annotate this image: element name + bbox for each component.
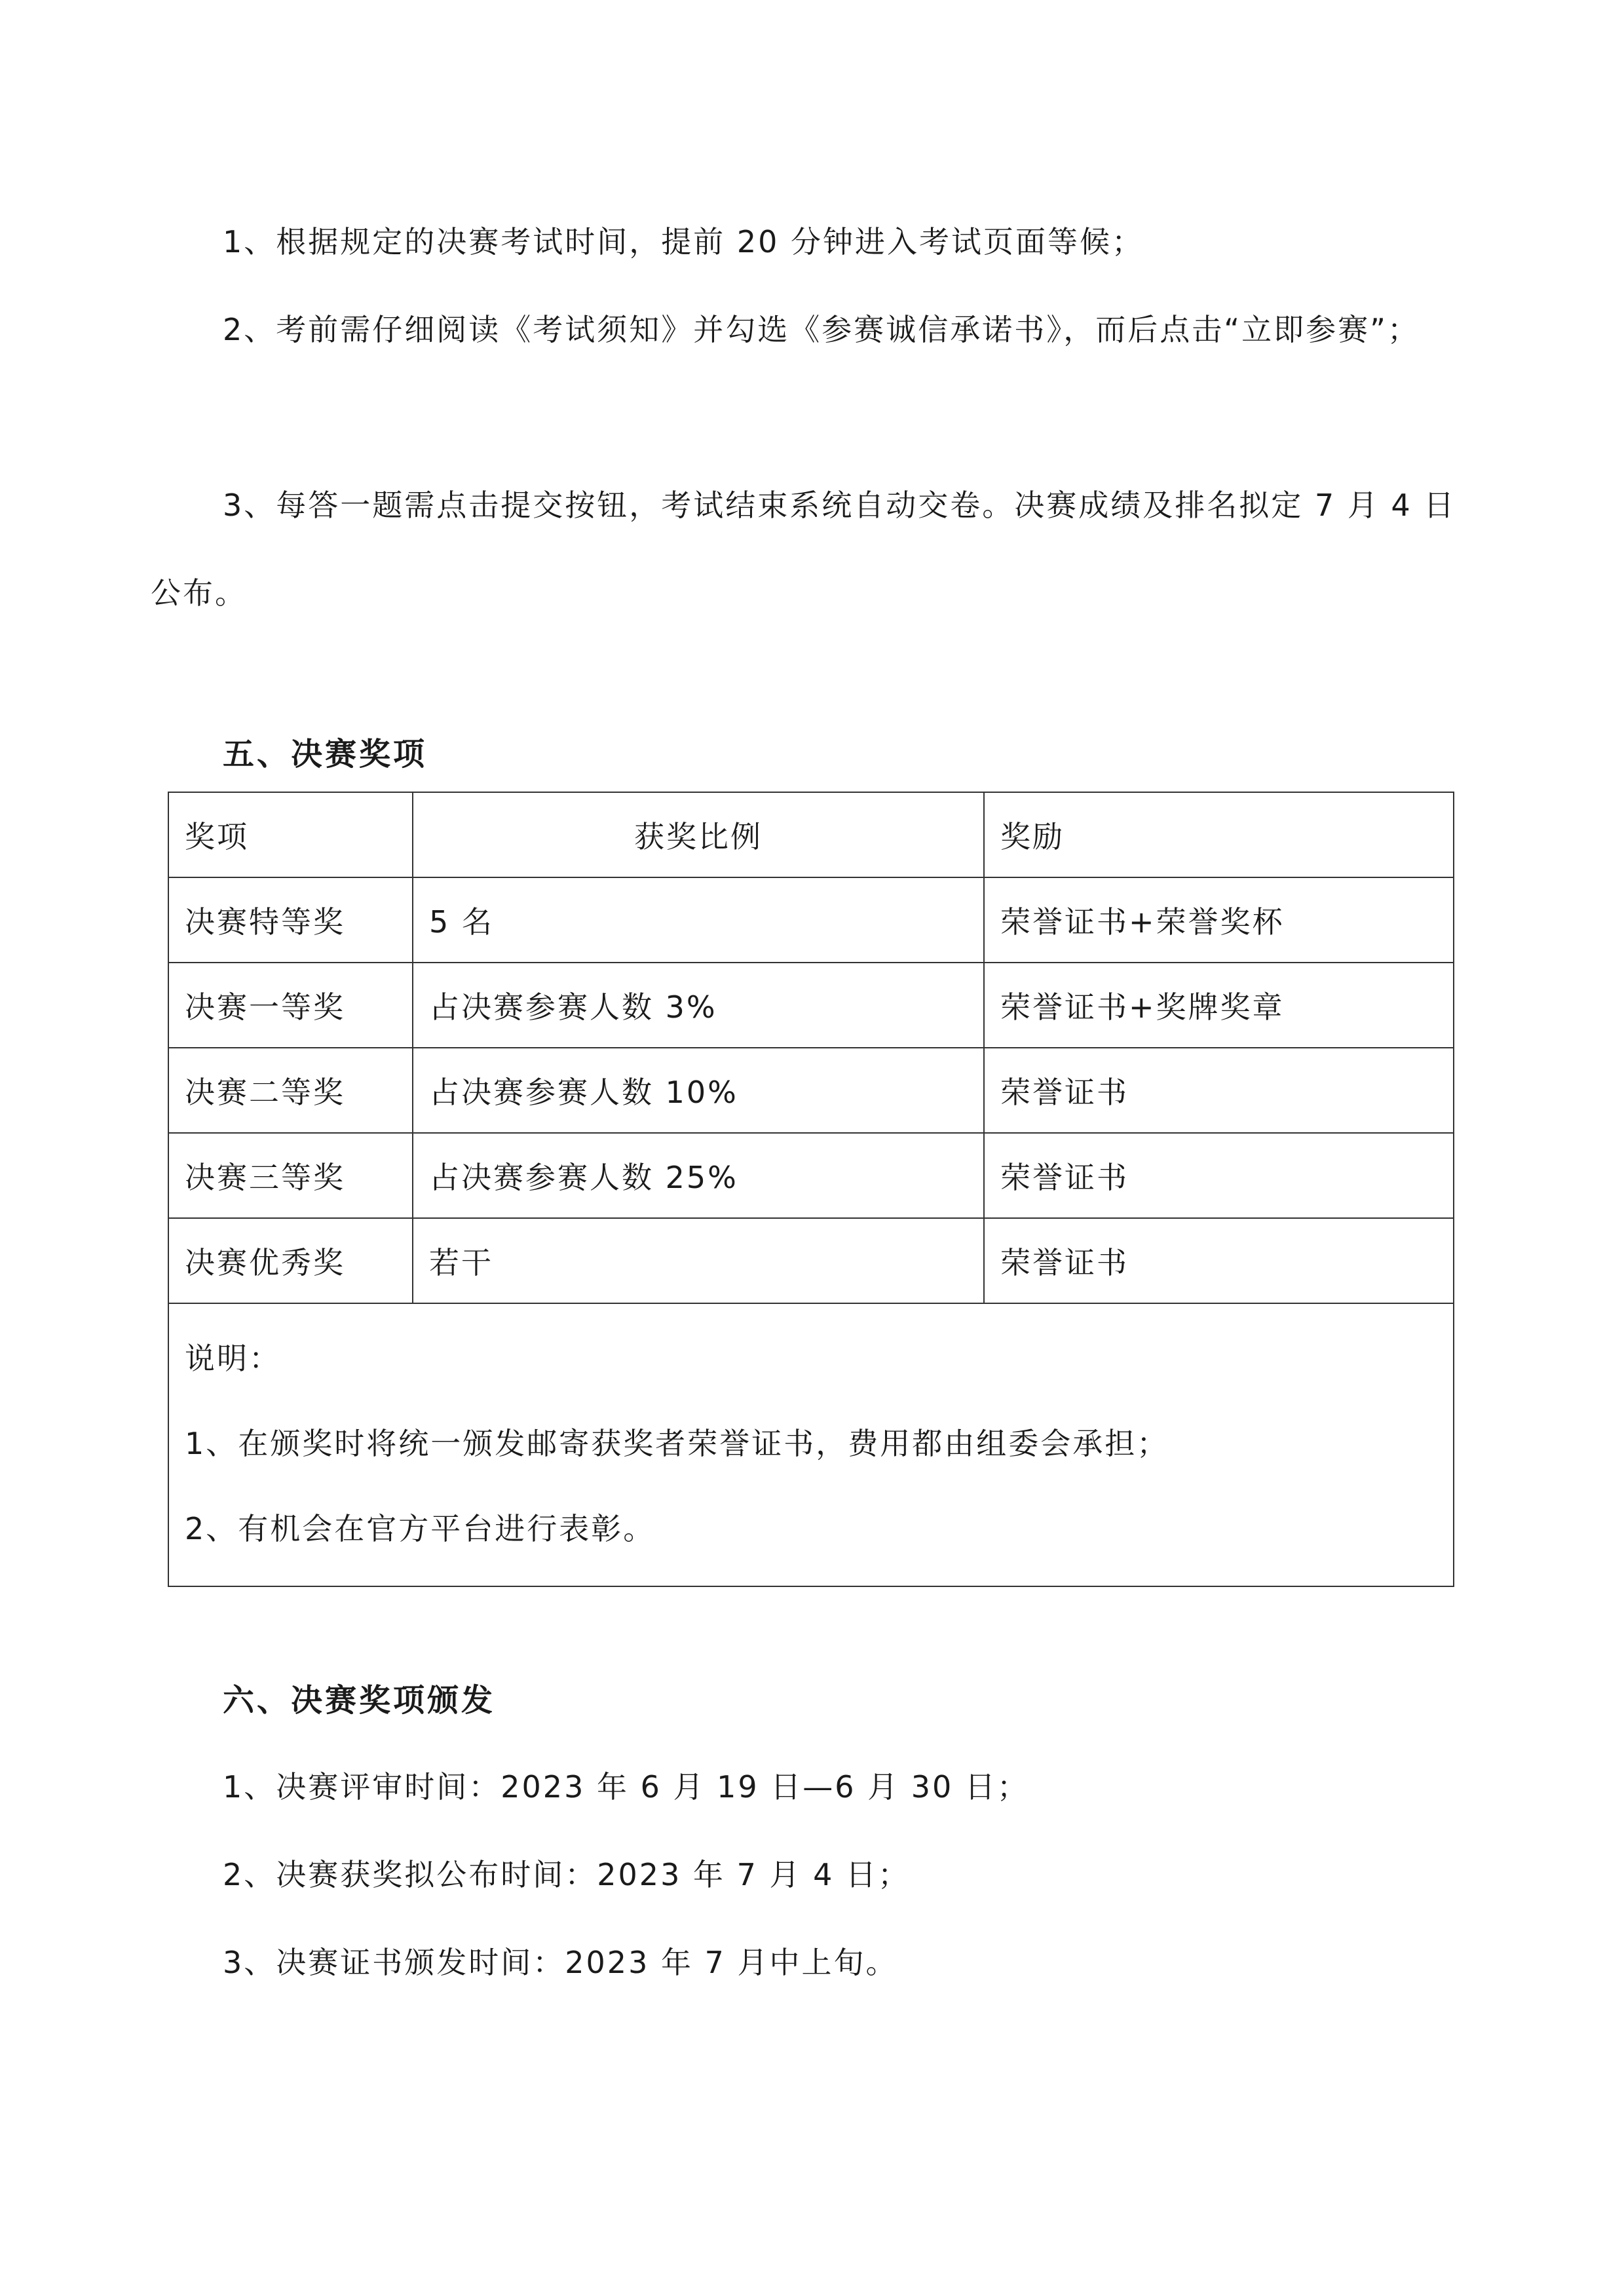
cell-reward: 荣誉证书 xyxy=(984,1218,1454,1303)
cell-award: 决赛二等奖 xyxy=(168,1048,413,1133)
cell-ratio: 若干 xyxy=(413,1218,984,1303)
table-row xyxy=(168,963,1454,1048)
cell-reward: 荣誉证书+奖牌奖章 xyxy=(984,963,1454,1048)
section-6-item-3: 3、决赛证书颁发时间：2023 年 7 月中上旬。 xyxy=(223,1945,898,1980)
header-award: 奖项 xyxy=(168,792,413,877)
cell-award: 决赛特等奖 xyxy=(168,877,413,963)
note-item-1: 1、在颁奖时将统一颁发邮寄获奖者荣誉证书，费用都由组委会承担； xyxy=(185,1426,1169,1461)
note-item-2: 2、有机会在官方平台进行表彰。 xyxy=(185,1511,656,1546)
cell-award: 决赛优秀奖 xyxy=(168,1218,413,1303)
table-note xyxy=(168,1303,1454,1586)
cell-ratio: 5 名 xyxy=(413,877,984,963)
section-6-item-1: 1、决赛评审时间：2023 年 6 月 19 日—6 月 30 日； xyxy=(223,1769,1029,1805)
table-note-row xyxy=(168,1303,1454,1586)
section-6-title: 六、决赛奖项颁发 xyxy=(223,1682,496,1719)
section-6-item-2: 2、决赛获奖拟公布时间：2023 年 7 月 4 日； xyxy=(223,1857,910,1892)
section-5-title: 五、决赛奖项 xyxy=(223,736,428,773)
header-ratio: 获奖比例 xyxy=(413,792,984,877)
table-header-row xyxy=(168,792,1454,877)
cell-reward: 荣誉证书 xyxy=(984,1133,1454,1218)
note-label: 说明： xyxy=(185,1341,281,1376)
cell-ratio: 占决赛参赛人数 10% xyxy=(413,1048,984,1133)
table-row xyxy=(168,1218,1454,1303)
intro-item-1: 1、根据规定的决赛考试时间，提前 20 分钟进入考试页面等候； xyxy=(223,224,1144,259)
table-row xyxy=(168,877,1454,963)
cell-reward: 荣誉证书+荣誉奖杯 xyxy=(984,877,1454,963)
intro-item-2: 2、考前需仔细阅读《考试须知》并勾选《参赛诚信承诺书》，而后点击“立即参赛”； xyxy=(223,312,1420,347)
cell-reward: 荣誉证书 xyxy=(984,1048,1454,1133)
awards-table xyxy=(168,792,1454,1587)
cell-ratio: 占决赛参赛人数 25% xyxy=(413,1133,984,1218)
table-row xyxy=(168,1133,1454,1218)
cell-ratio: 占决赛参赛人数 3% xyxy=(413,963,984,1048)
cell-award: 决赛一等奖 xyxy=(168,963,413,1048)
table-row xyxy=(168,1048,1454,1133)
intro-item-3: 3、每答一题需点击提交按钮，考试结束系统自动交卷。决赛成绩及排名拟定 7 月 4 日公布。 xyxy=(151,488,1456,611)
header-reward: 奖励 xyxy=(984,792,1454,877)
cell-award: 决赛三等奖 xyxy=(168,1133,413,1218)
